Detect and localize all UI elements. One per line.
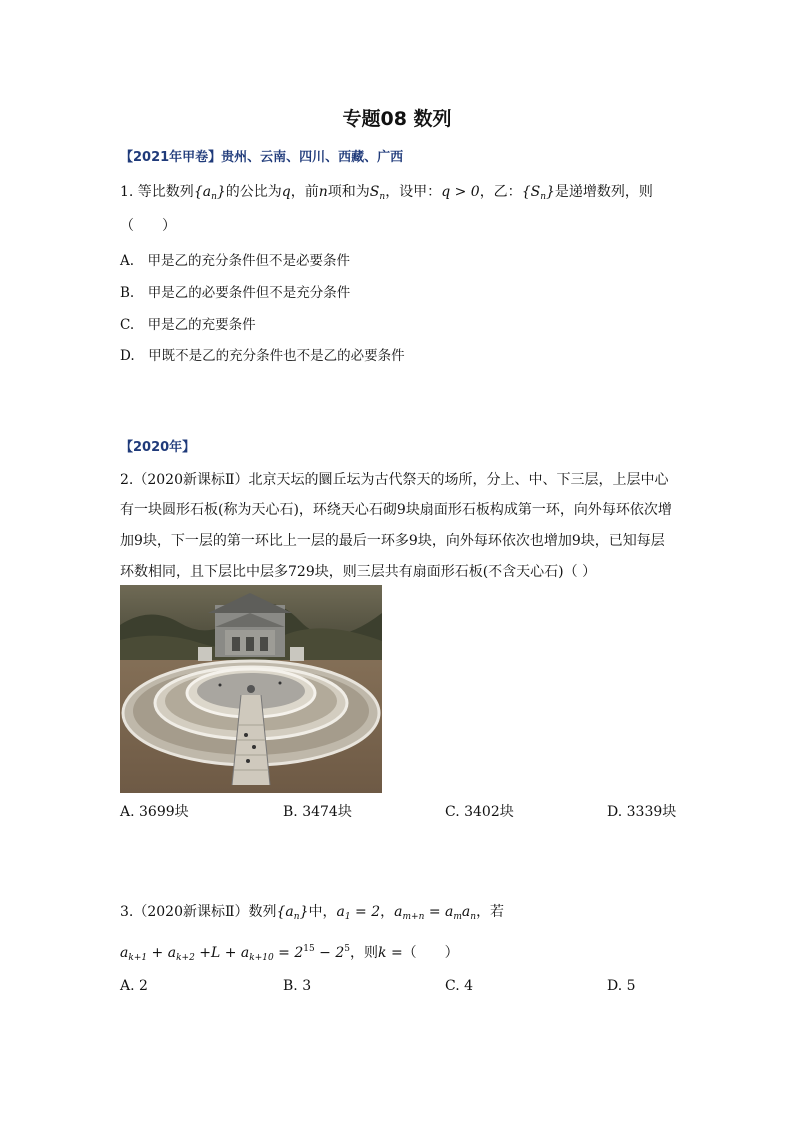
section-header-2020: 【2020年】 [120, 440, 196, 455]
question-2-option-d: D. 3339块 [607, 804, 677, 820]
question-2-option-c: C. 3402块 [445, 804, 514, 820]
question-3-equation: $a_{k+1} + a_{k+2} +L + a_{k+10} = 2^{15} - 2^5$，则k =（ ） [120, 944, 459, 963]
question-2-option-b: B. 3474块 [283, 804, 352, 820]
question-2-option-a: A. 3699块 [120, 804, 189, 820]
question-3-stem: 3.（2020新课标Ⅱ）数列$\{a_n\}$中，$a_1 = 2$，$a_{m+n} = a_ma_n$，若 [120, 904, 505, 922]
circular-mound-altar-photo [120, 585, 382, 793]
page-title: 专题08 数列 [342, 108, 452, 130]
question-1-option-c: C. 甲是乙的充要条件 [120, 317, 256, 333]
question-2-line-2: 有一块圆形石板(称为天心石)，环绕天心石砌9块扇面形石板构成第一环，向外每环依次增 [120, 502, 672, 518]
question-1-option-b: B. 甲是乙的必要条件但不是充分条件 [120, 285, 351, 301]
question-2-line-3: 加9块，下一层的第一环比上一层的最后一环多9块，向外每环依次也增加9块，已知每层 [120, 533, 665, 549]
question-3-option-c: C. 4 [445, 978, 474, 994]
question-3-option-d: D. 5 [607, 978, 636, 994]
question-1-option-a: A. 甲是乙的充分条件但不是必要条件 [120, 253, 351, 269]
question-1-stem: 1. 等比数列$\{a_n\}$的公比为q，前n项和为$S_n$，设甲：q > 0，乙：$\{S_n\}$是递增数列，则 [120, 184, 653, 202]
question-2-line-1: 2.（2020新课标Ⅱ）北京天坛的圜丘坛为古代祭天的场所，分上、中、下三层，上层中心 [120, 472, 669, 488]
question-3-option-b: B. 3 [283, 978, 312, 994]
question-1-paren: （ ） [120, 218, 176, 234]
question-3-option-a: A. 2 [120, 978, 148, 994]
question-2-line-4: 环数相同，且下层比中层多729块，则三层共有扇面形石板(不含天心石)（ ） [120, 564, 597, 580]
question-1-option-d: D. 甲既不是乙的充分条件也不是乙的必要条件 [120, 348, 405, 364]
section-header-2021: 【2021年甲卷】贵州、云南、四川、西藏、广西 [120, 150, 404, 165]
